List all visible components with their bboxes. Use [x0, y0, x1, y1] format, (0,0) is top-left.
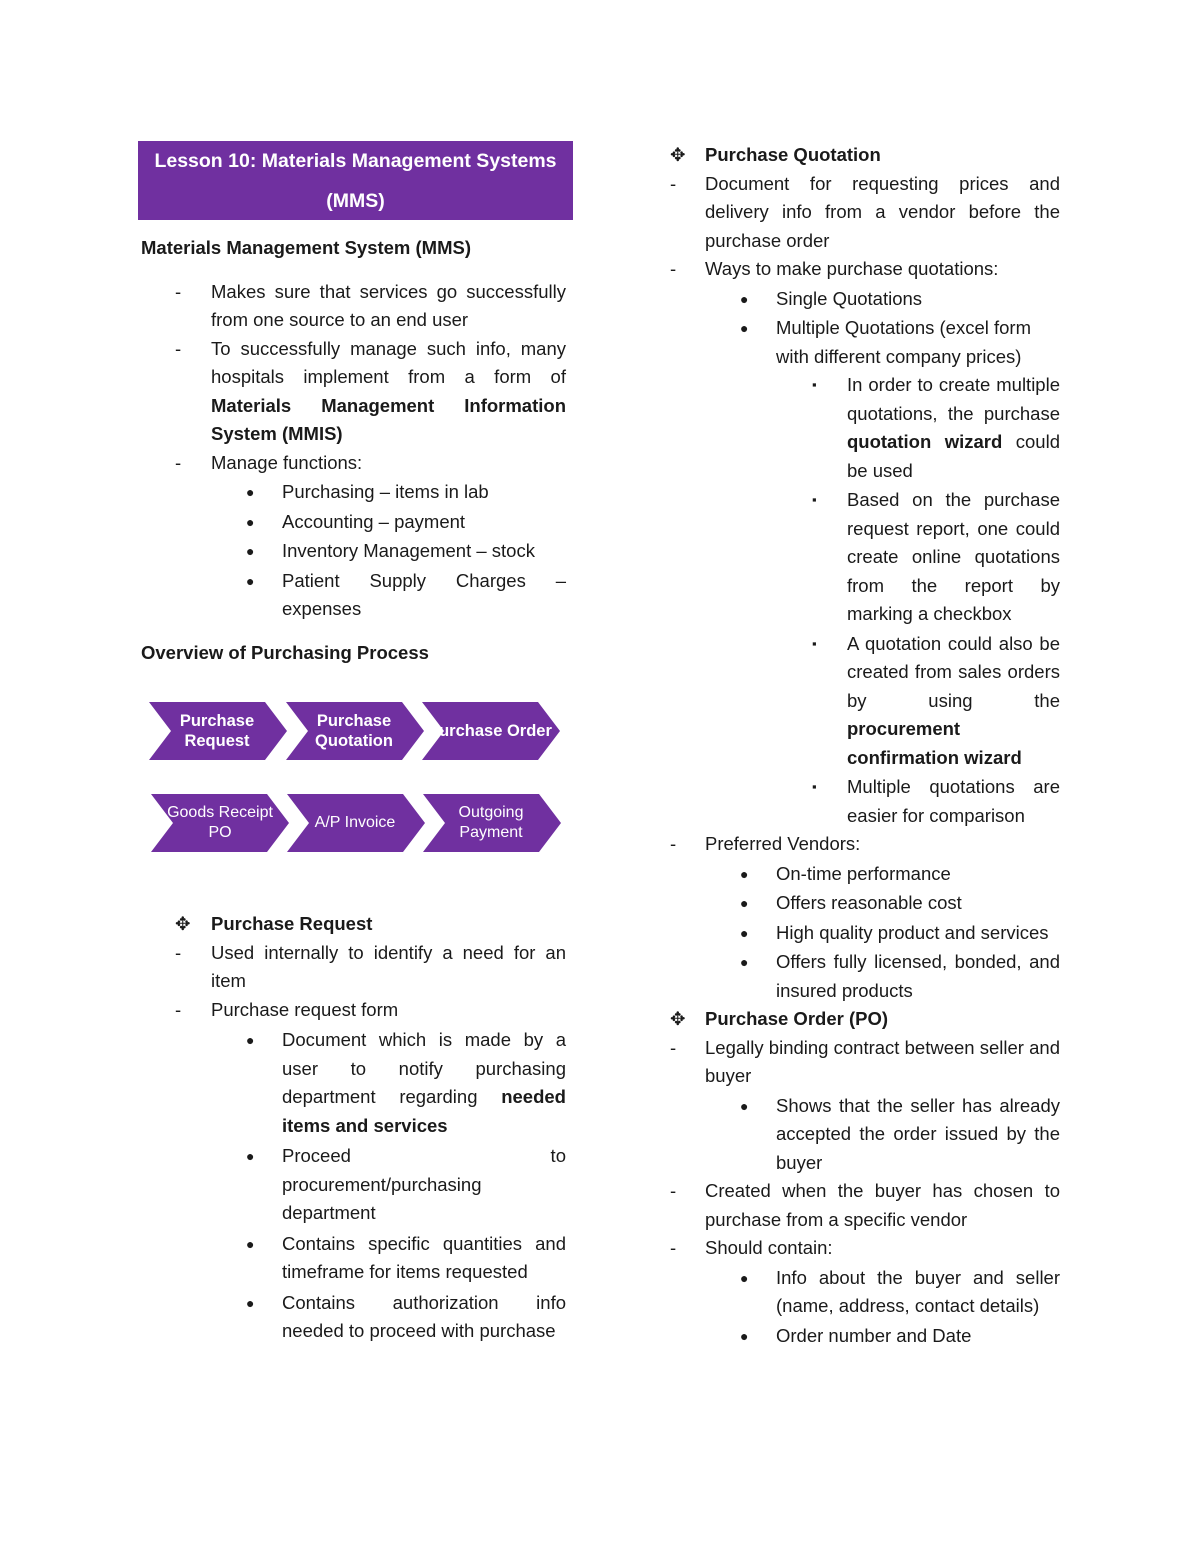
- step-purchase-order: Purchase Order: [420, 702, 560, 760]
- pq-sub-1: ▪ In order to create multiple quotations, the purchase quotation wizard could be used: [812, 374, 1060, 481]
- pr-bullet-3: ● Contains specific quantities and timeframe for items requested: [246, 1232, 566, 1282]
- po-dash-2: - Created when the buyer has chosen to purchase from a specific vendor: [670, 1180, 1060, 1230]
- mms-dash-3: - Manage functions:: [175, 451, 363, 473]
- pq-sub-4: ▪ Multiple quotations are easier for comparison: [812, 776, 1060, 826]
- overview-heading: Overview of Purchasing Process: [141, 641, 429, 663]
- purchase-quotation-heading: ✥ Purchase Quotation: [670, 141, 1060, 170]
- pr-dash-2: - Purchase request form: [175, 998, 399, 1020]
- function-item: ● Inventory Management – stock: [246, 540, 535, 561]
- function-item: ● Patient Supply Charges – expenses: [246, 569, 566, 619]
- function-item: ● Purchasing – items in lab: [246, 481, 489, 502]
- step-ap-invoice: A/P Invoice: [285, 794, 425, 852]
- step-outgoing-payment: Outgoing Payment: [421, 794, 561, 852]
- pq-dash-2: - Ways to make purchase quotations:: [670, 258, 999, 279]
- step-purchase-request: Purchase Request: [147, 702, 287, 760]
- right-column: [670, 141, 1060, 1350]
- step-purchase-quotation: Purchase Quotation: [284, 702, 424, 760]
- po-dash-3: - Should contain:: [670, 1237, 833, 1258]
- po-bullet-1: ● Shows that the seller has already accepted the order issued by the buyer: [740, 1094, 1060, 1173]
- pq-sub-3: ▪ A quotation could also be created from sales orders by using the procurement confirmation wizard: [812, 632, 1060, 768]
- function-item: ● Accounting – payment: [246, 510, 466, 532]
- purchasing-process-diagram: [147, 700, 567, 855]
- mms-dash-2: - To successfully manage such info, many hospitals implement from a form of Materials Management Information System (MMIS): [175, 337, 566, 444]
- po-dash-1: - Legally binding contract between seller and buyer: [670, 1036, 1060, 1086]
- purchase-request-heading: ✥ Purchase Request: [141, 910, 566, 939]
- left-column: [141, 141, 566, 667]
- purchase-order-heading: ✥ Purchase Order (PO): [670, 1005, 1060, 1034]
- diamond-bullet-icon: ✥: [670, 1008, 686, 1029]
- pq-bullet-2: ● Multiple Quotations (excel form with different company prices): [740, 317, 1031, 367]
- po-contain-1: ● Info about the buyer and seller (name, address, contact details): [740, 1266, 1060, 1316]
- pr-dash-1: - Used internally to identify a need for an item: [175, 941, 566, 991]
- po-contain-2: ● Order number and Date: [740, 1324, 972, 1346]
- vendor-item: ● High quality product and services: [740, 921, 1049, 943]
- pq-dash-1: - Document for requesting prices and delivery info from a vendor before the purchase order: [670, 172, 1060, 251]
- title-line-1: Lesson 10: Materials Management Systems: [154, 150, 557, 172]
- diamond-bullet-icon: ✥: [670, 144, 686, 165]
- vendor-item: ● Offers reasonable cost: [740, 892, 962, 913]
- vendor-item: ● On-time performance: [740, 862, 951, 884]
- pr-bullet-2: ● Proceed to procurement/purchasing department: [246, 1145, 566, 1223]
- purchase-request-section: [141, 910, 566, 1346]
- pr-bullet-4: ● Contains authorization info needed to proceed with purchase: [246, 1291, 566, 1341]
- pq-dash-3: - Preferred Vendors:: [670, 833, 861, 854]
- pq-sub-2: ▪ Based on the purchase request report, one could create online quotations from the report by marking a checkbox: [812, 489, 1060, 624]
- vendor-item: ● Offers fully licensed, bonded, and insured products: [740, 951, 1060, 1001]
- lesson-title: [138, 141, 573, 220]
- diamond-bullet-icon: ✥: [175, 913, 191, 934]
- pr-bullet-1: ● Document which is made by a user to notify purchasing department regarding needed items and services: [246, 1029, 566, 1136]
- mms-heading: Materials Management System (MMS): [141, 237, 472, 258]
- pq-bullet-1: ● Single Quotations: [740, 287, 923, 309]
- title-line-2: (MMS): [326, 190, 385, 212]
- step-goods-receipt: Goods Receipt PO: [149, 794, 289, 852]
- mms-dash-1: - Makes sure that services go successfully from one source to an end user: [175, 280, 566, 330]
